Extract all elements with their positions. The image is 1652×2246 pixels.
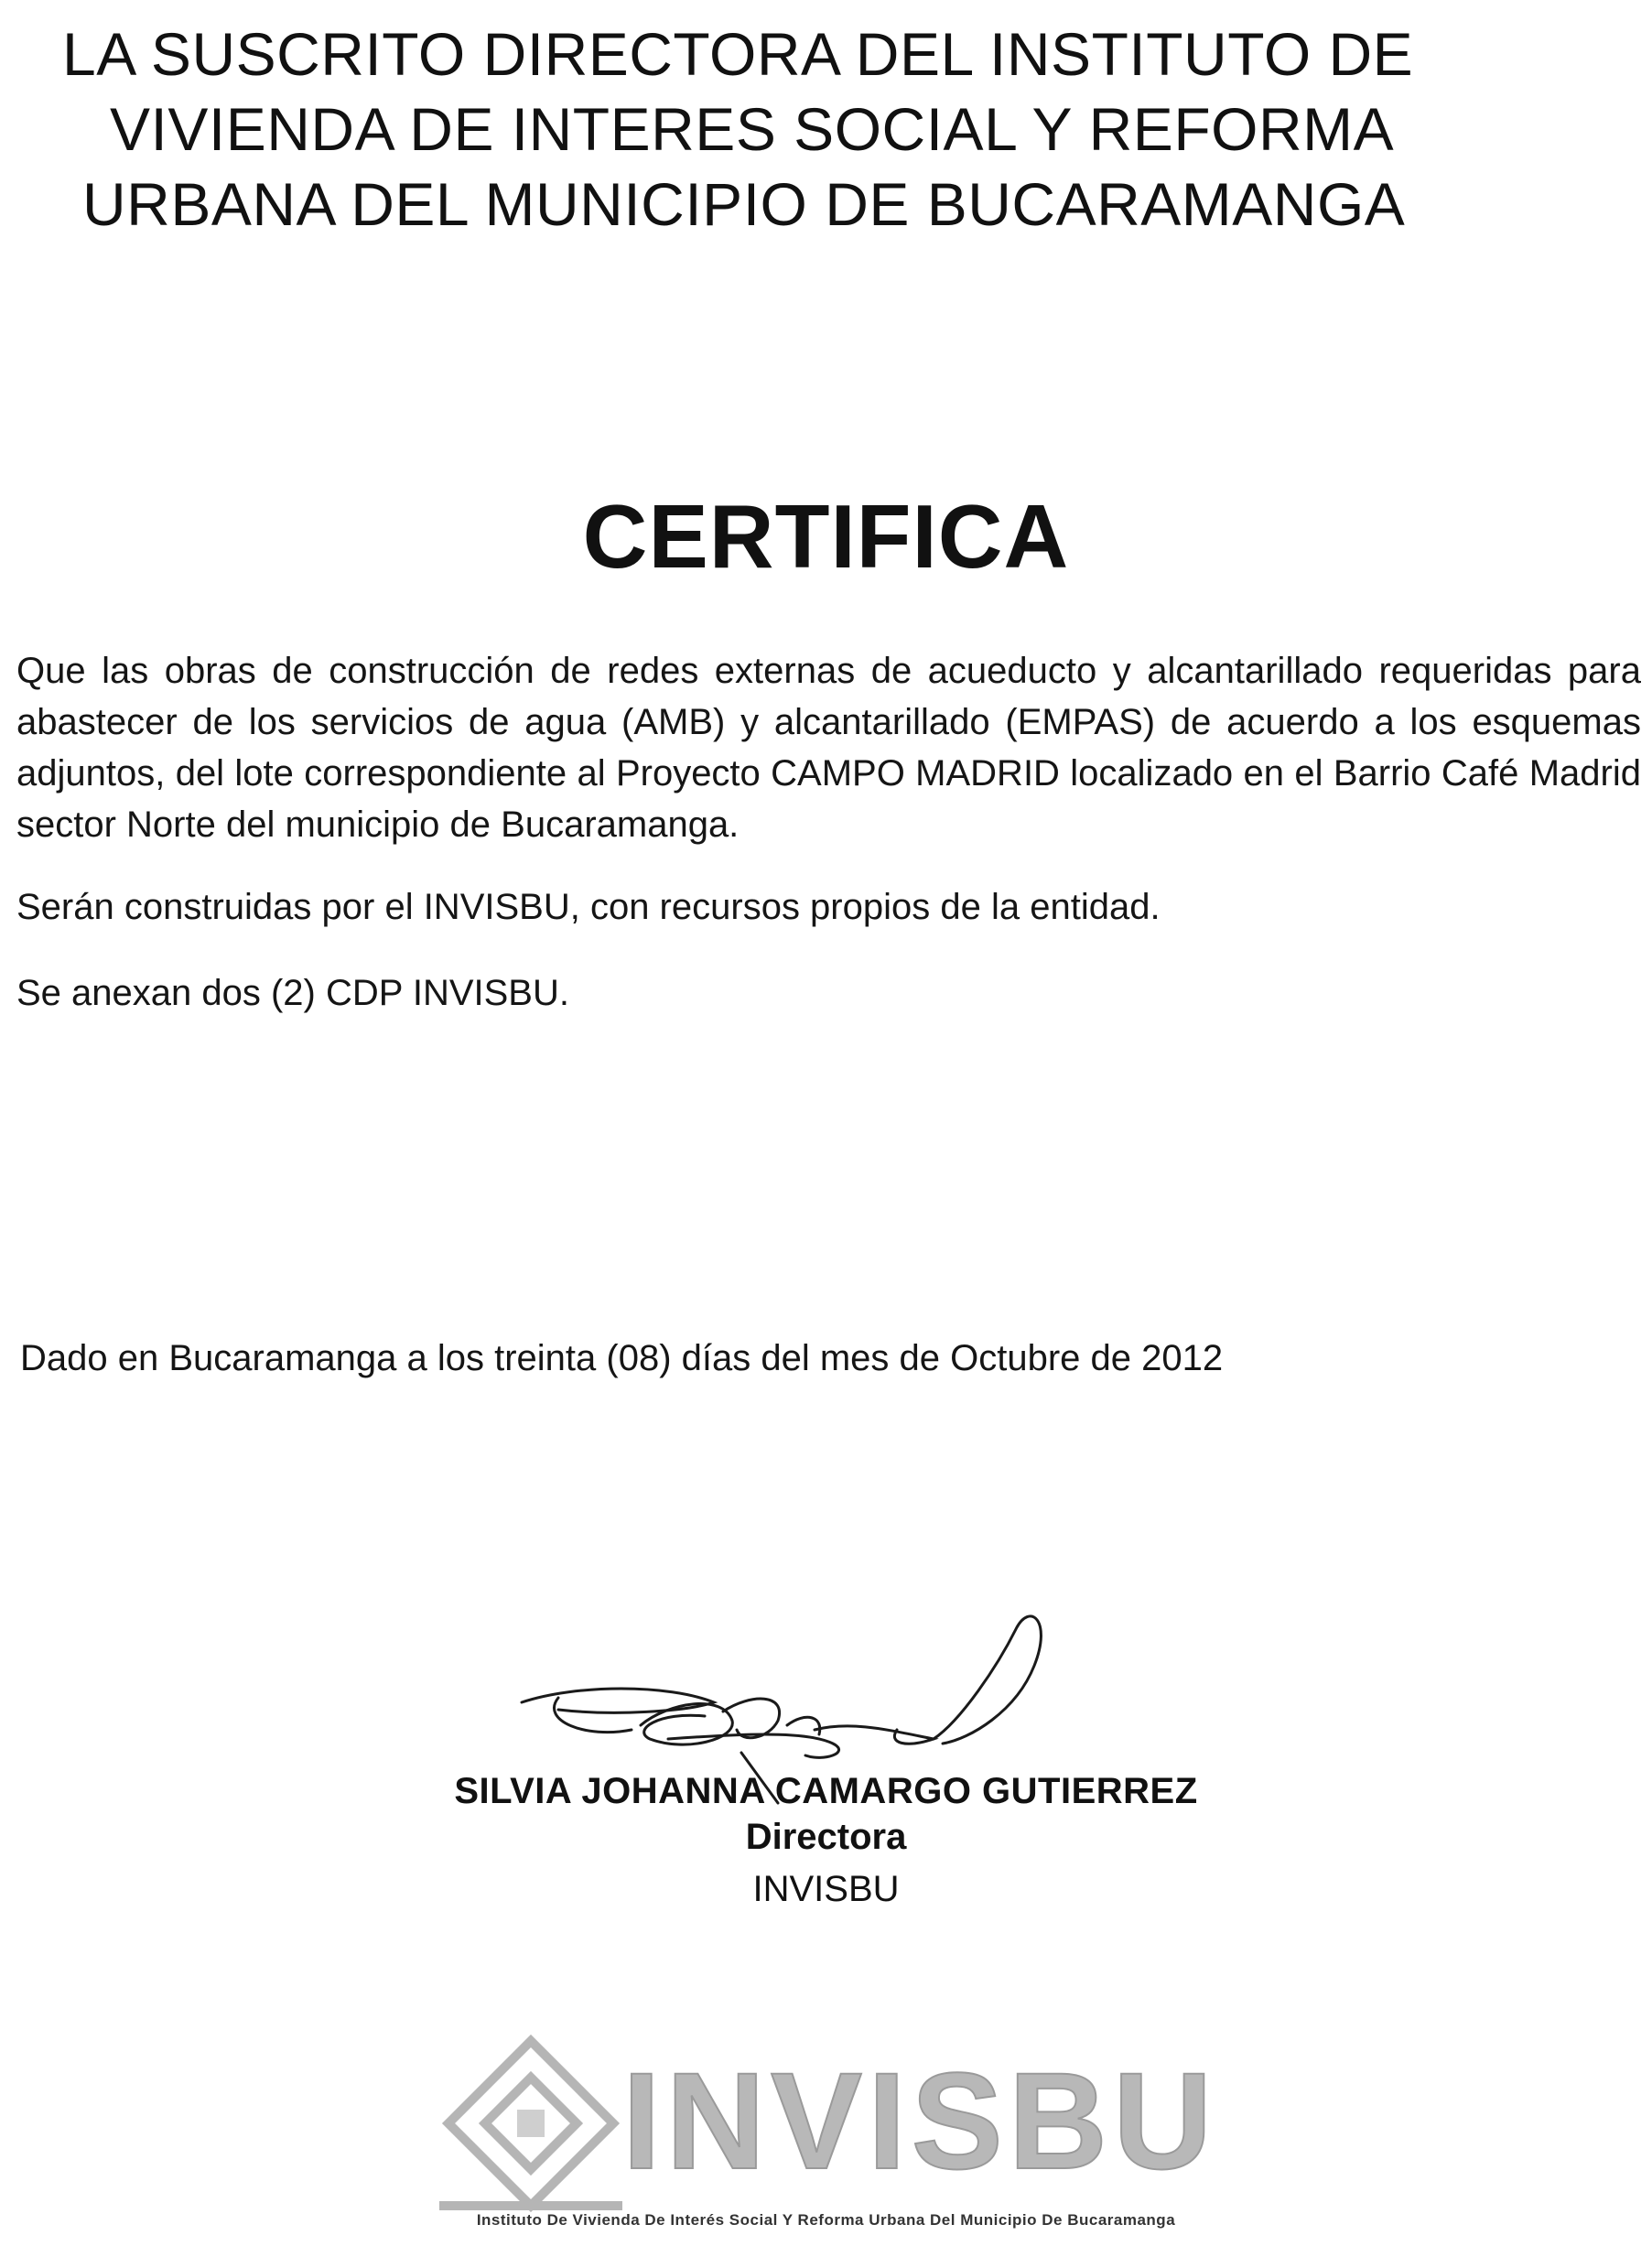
logo-caption: Instituto De Vivienda De Interés Social Y Reforma Urbana Del Municipio De Bucaramanga [476,2211,1176,2229]
signatory-organization: INVISBU [752,1869,900,1909]
signatory-role: Directora [745,1817,907,1857]
header-line-1: LA SUSCRITO DIRECTORA DEL INSTITUTO DE [62,20,1414,88]
document-title: CERTIFICA [582,486,1070,587]
body-paragraph-3: Se anexan dos (2) CDP INVISBU. [16,973,569,1013]
body-paragraph-1: Que las obras de construcción de redes externas de acueducto y alcantarillado requeridas para abastecer de los servicios de agua (AMB) y alcantarillado (EMPAS) de acuerdo a los esquemas adjuntos, del lote correspondiente al Proyecto CAMPO MADRID localizado en el Barrio Café Madrid sector Norte del municipio de Bucaramanga. [16,651,1641,845]
document-header [55,16,1574,242]
header-line-3: URBANA DEL MUNICIPIO DE BUCARAMANGA [82,170,1406,238]
signatory-name: SILVIA JOHANNA CAMARGO GUTIERREZ [454,1771,1198,1811]
date-line: Dado en Bucaramanga a los treinta (08) días del mes de Octubre de 2012 [20,1338,1224,1378]
header-line-2: VIVIENDA DE INTERES SOCIAL Y REFORMA [110,95,1395,163]
document-body [16,645,1641,1019]
logo-wordmark: INVISBU [622,2044,1218,2197]
body-paragraph-2: Serán construidas por el INVISBU, con recursos propios de la entidad. [16,887,1161,927]
